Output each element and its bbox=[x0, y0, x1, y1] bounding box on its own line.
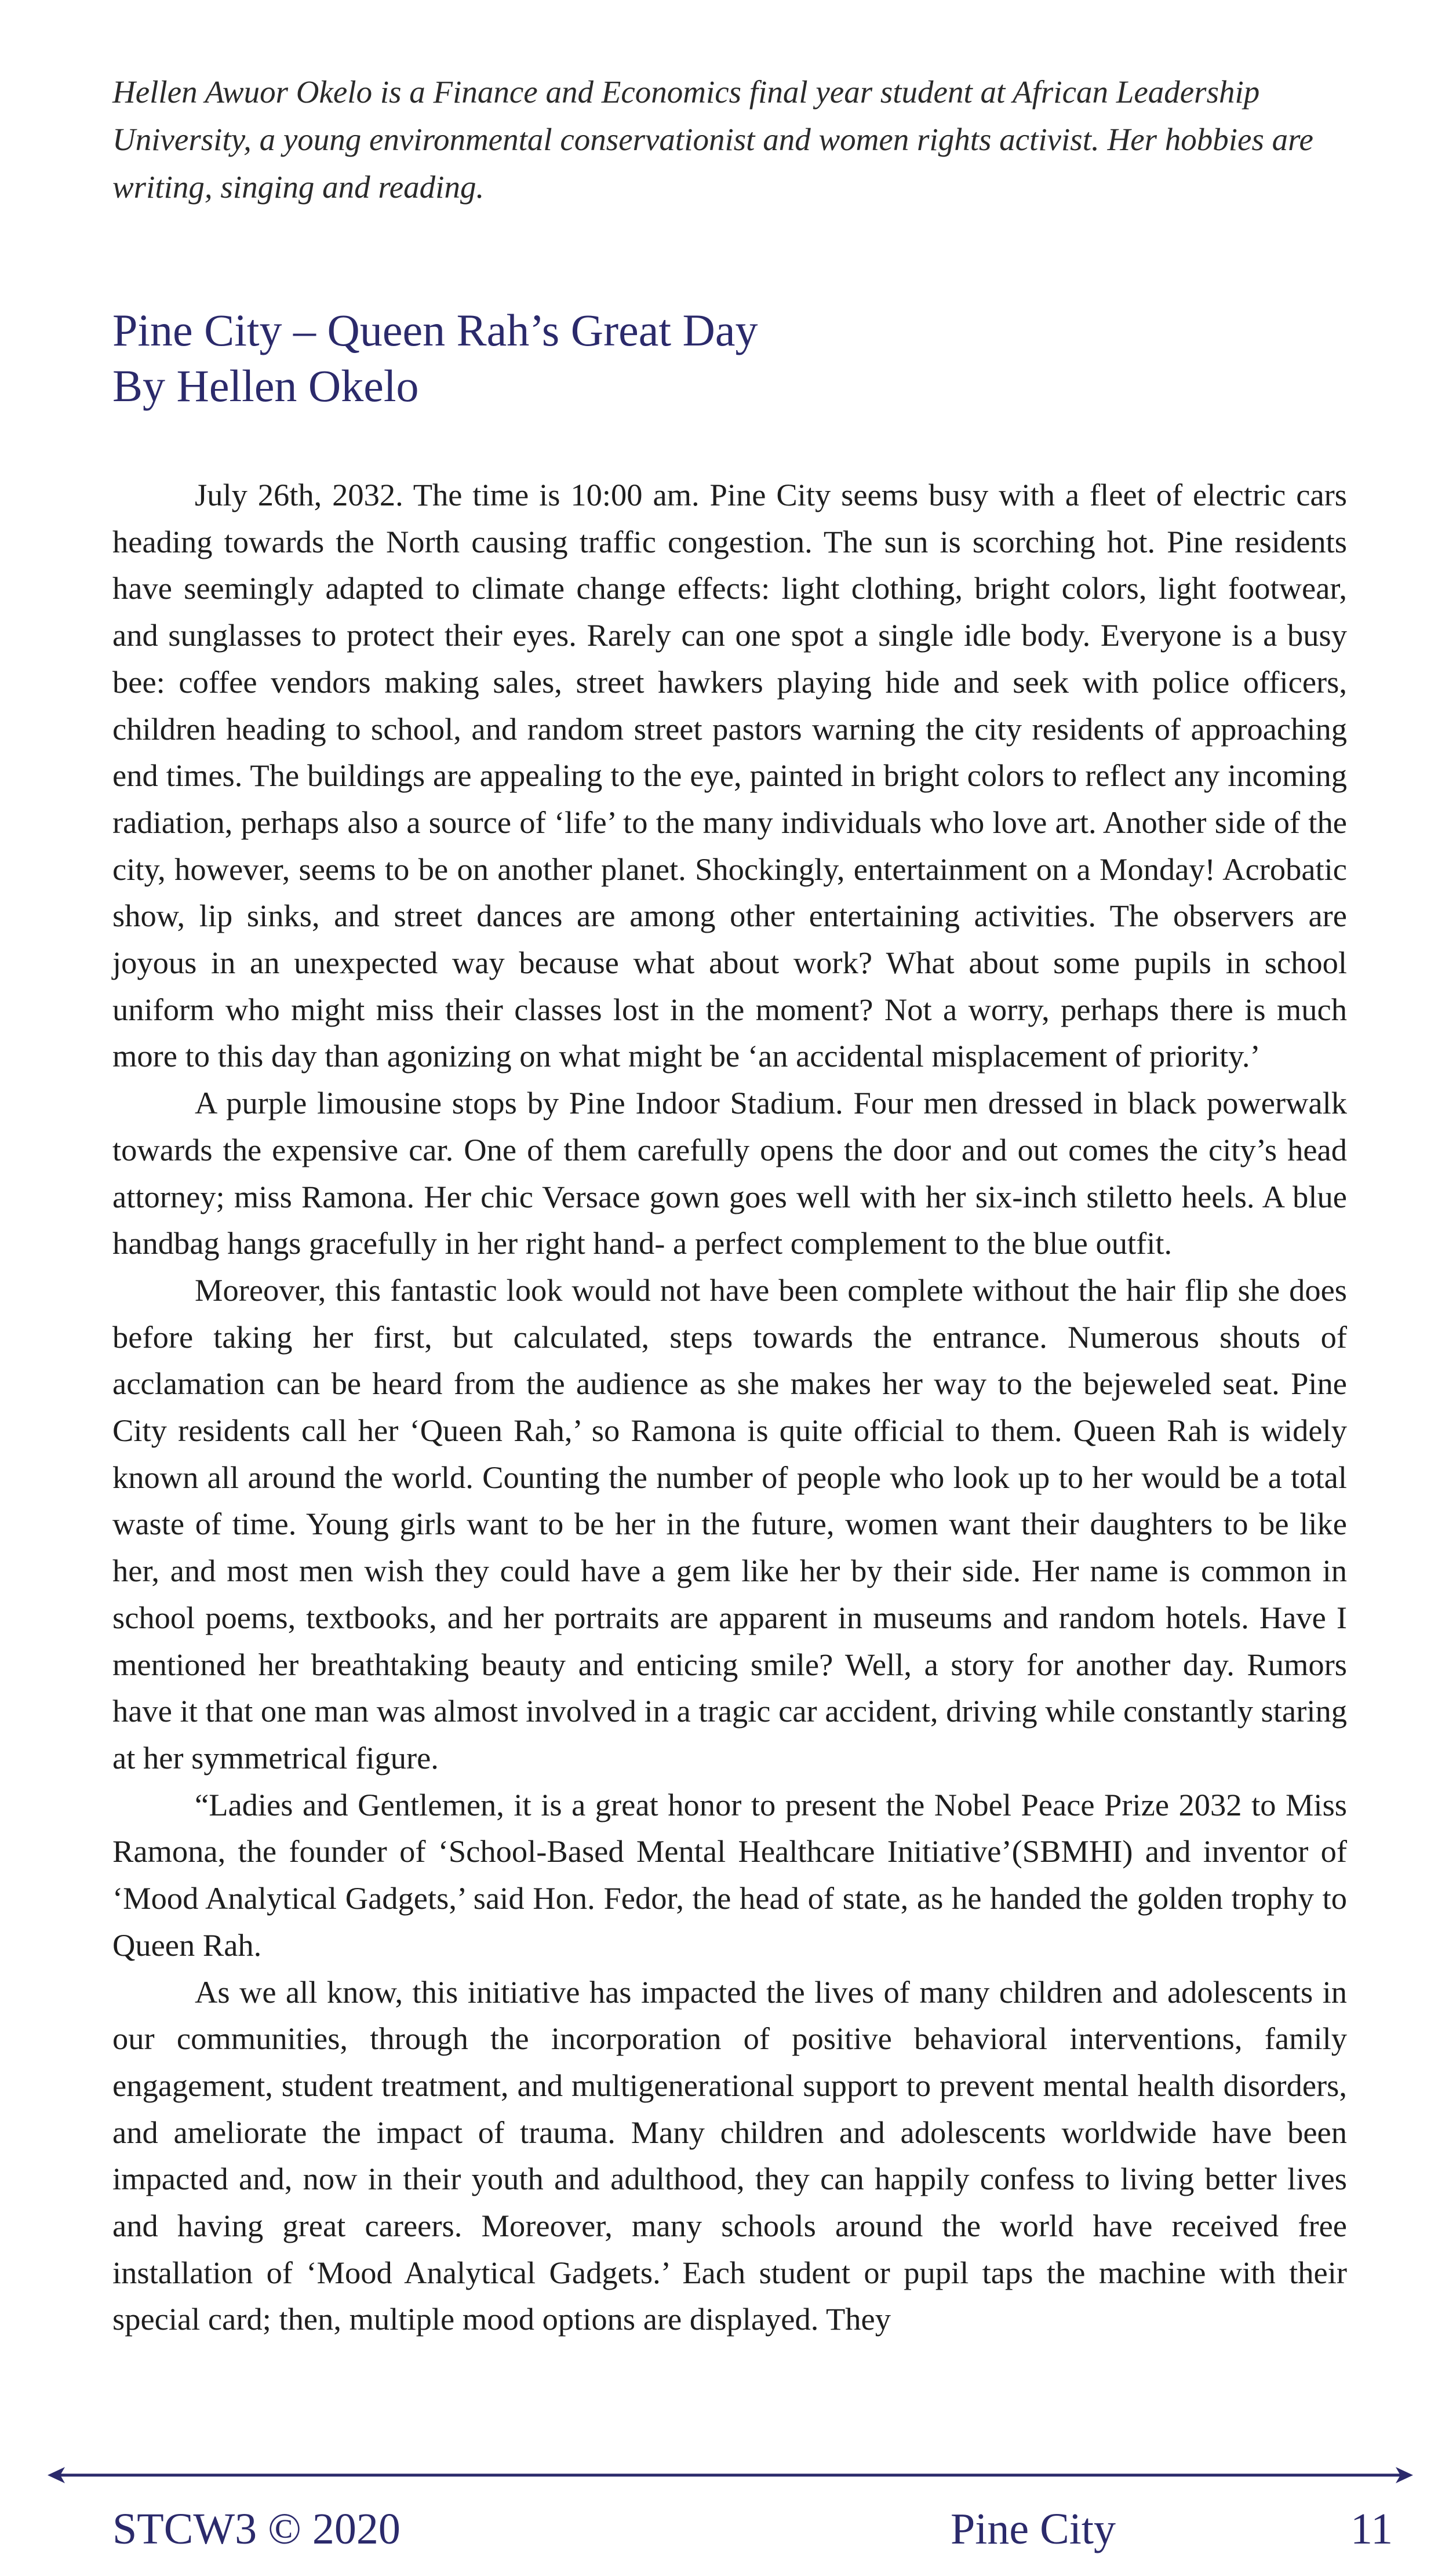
story-byline: By Hellen Okelo bbox=[112, 361, 419, 411]
story-body bbox=[112, 472, 1347, 2343]
author-bio: Hellen Awuor Okelo is a Finance and Economics final year student at African Leadership University, a young environmental conservationist and women rights activist. Her hobbies are writing, singing and reading. bbox=[112, 74, 1313, 205]
footer-copyright: STCW3 © 2020 bbox=[112, 2505, 401, 2553]
paragraph: A purple limousine stops by Pine Indoor Stadium. Four men dressed in black powerwalk towards the expensive car. One of them carefully opens the door and out comes the city’s head attorney; miss Ramona. Her chic Versace gown goes well with her six-inch stiletto heels. A blue handbag hangs gracefully in her right hand- a perfect complement to the blue outfit. bbox=[112, 1085, 1347, 1261]
paragraph: July 26th, 2032. The time is 10:00 am. Pine City seems busy with a fleet of electric cars heading towards the North causing traffic congestion. The sun is scorching hot. Pine residents have seemingly adapted to climate change effects: light clothing, bright colors, light footwear, and sunglasses to protect their eyes. Rarely can one spot a single idle body. Everyone is a busy bee: coffee vendors making sales, street hawkers playing hide and seek with police officers, children heading to school, and random street pastors warning the city residents of approaching end times. The buildings are appealing to the eye, painted in bright colors to reflect any incoming radiation, perhaps also a source of ‘life’ to the many individuals who love art. Another side of the city, however, seems to be on another planet. Shockingly, entertainment on a Monday! Acrobatic show, lip sinks, and street dances are among other entertaining activities. The observers are joyous in an unexpected way because what about work? What about some pupils in school uniform who might miss their classes lost in the moment? Not a worry, perhaps there is much more to this day than agonizing on what might be ‘an accidental misplacement of priority.’ bbox=[112, 477, 1347, 1074]
double-arrow-rule-icon bbox=[48, 2466, 1413, 2484]
story-title: Pine City – Queen Rah’s Great Day bbox=[112, 305, 758, 355]
paragraph: “Ladies and Gentlemen, it is a great honor to present the Nobel Peace Prize 2032 to Miss Ramona, the founder of ‘School-Based Mental Healthcare Initiative’(SBMHI) and inventor of ‘Mood Analytical Gadgets,’ said Hon. Fedor, the head of state, as he handed the golden trophy to Queen Rah. bbox=[112, 1787, 1347, 1963]
story-title-block bbox=[112, 303, 1347, 414]
footer-section-title: Pine City bbox=[951, 2505, 1116, 2553]
paragraph: Moreover, this fantastic look would not have been complete without the hair flip she does before taking her first, but calculated, steps towards the entrance. Numerous shouts of acclamation can be heard from the audience as she makes her way to the bejeweled seat. Pine City residents call her ‘Queen Rah,’ so Ramona is quite official to them. Queen Rah is widely known all around the world. Counting the number of people who look up to her would be a total waste of time. Young girls want to be her in the future, women want their daughters to be like her, and most men wish they could have a gem like her by their side. Her name is common in school poems, textbooks, and her portraits are apparent in museums and random hotels. Have I mentioned her breathtaking beauty and enticing smile? Well, a story for another day. Rumors have it that one man was almost involved in a tragic car accident, driving while constantly staring at her symmetrical figure. bbox=[112, 1272, 1347, 1775]
paragraph: As we all know, this initiative has impacted the lives of many children and adolescents in our communities, through the incorporation of positive behavioral interventions, family engagement, student treatment, and multigenerational support to prevent mental health disorders, and ameliorate the impact of trauma. Many children and adolescents worldwide have been impacted and, now in their youth and adulthood, they can happily confess to living better lives and having great careers. Moreover, many schools around the world have received free installation of ‘Mood Analytical Gadgets.’ Each student or pupil taps the machine with their special card; then, multiple mood options are displayed. They bbox=[112, 1974, 1347, 2337]
page-number: 11 bbox=[1350, 2505, 1393, 2553]
